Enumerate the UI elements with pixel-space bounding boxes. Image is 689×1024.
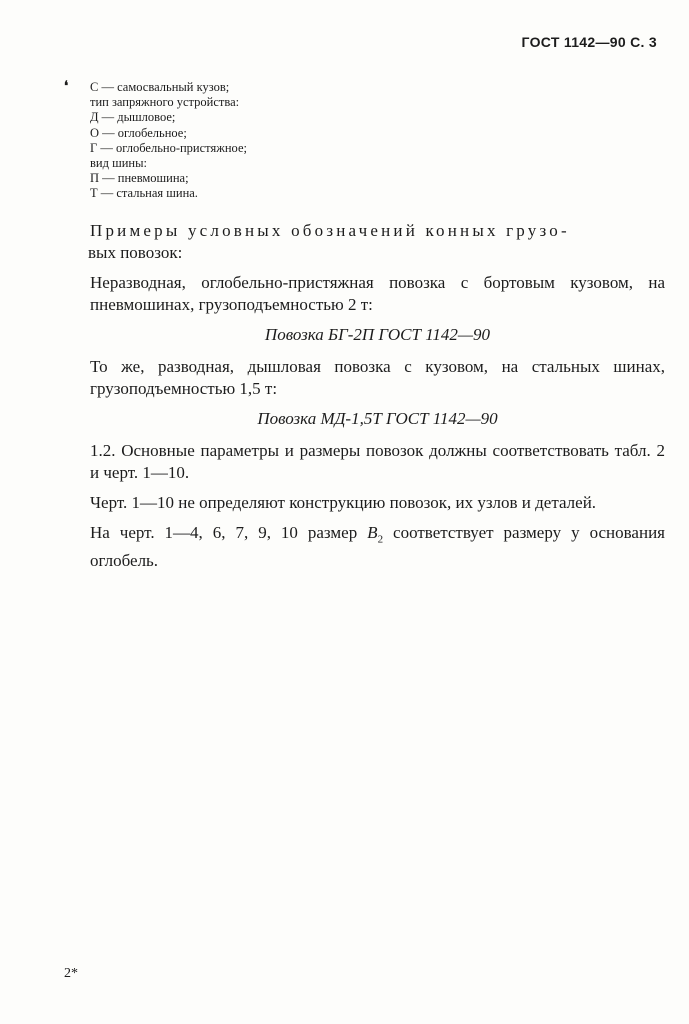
example-1-designation: Повозка БГ-2П ГОСТ 1142—90 — [264, 325, 491, 344]
size-var-sub: 2 — [377, 533, 384, 546]
legend-item: П — пневмошина; — [90, 171, 189, 186]
paragraph-drawings-note: Черт. 1—10 не определяют конструкцию повозок, их узлов и деталей. — [90, 493, 597, 512]
legend-item: С — самосвальный кузов; — [90, 80, 230, 94]
legend-item: О — оглобельное; — [90, 125, 187, 140]
size-note-before: На черт. 1—4, 6, 7, 9, 10 размер — [90, 523, 368, 542]
paragraph-size-note — [90, 522, 665, 572]
legend-item: вид шины: — [90, 156, 147, 171]
size-var: B — [367, 523, 378, 542]
legend-item: Д — дышловое; — [90, 110, 176, 125]
legend-item: Г — оглобельно-пристяжное; — [90, 140, 247, 155]
page-footer-mark: 2* — [64, 966, 78, 981]
examples-title-cont: вых повозок: — [88, 243, 183, 262]
legend-item: Т — стальная шина. — [90, 186, 198, 201]
examples-heading — [90, 220, 665, 264]
page-header: ГОСТ 1142—90 С. 3 — [521, 34, 657, 50]
paragraph-1-2: 1.2. Основные параметры и размеры повозок должны соответствовать табл. 2 и черт. 1—10. — [90, 441, 665, 482]
examples-title: Примеры условных обозначений конных грузо- — [90, 221, 570, 240]
example-2-text: То же, разводная, дышловая повозка с кузовом, на стальных шинах, грузоподъемностью 1,5 т: — [90, 357, 665, 398]
main-content — [90, 220, 665, 580]
size-note-after: соответствует размеру у основания оглобель. — [90, 523, 665, 571]
example-2-designation: Повозка МД-1,5Т ГОСТ 1142—90 — [257, 409, 498, 428]
legend-item: тип запряжного устройства: — [90, 95, 240, 110]
example-1-text: Неразводная, оглобельно-пристяжная повозка с бортовым кузовом, на пневмошинах, грузоподъемностью 2 т: — [90, 273, 665, 314]
margin-mark: ❛ — [64, 78, 69, 93]
legend-list — [90, 80, 420, 202]
